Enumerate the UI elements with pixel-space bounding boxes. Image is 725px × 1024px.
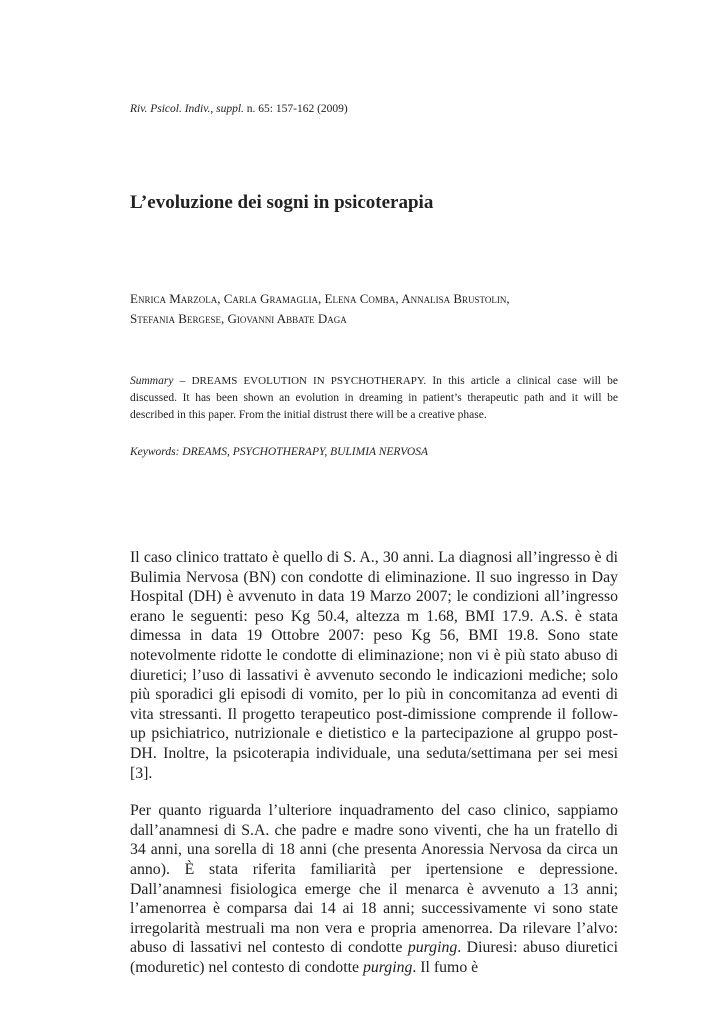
journal-name: Riv. Psicol. Indiv., suppl. [130, 103, 244, 115]
body-paragraph-1: Il caso clinico trattato è quello di S. A., 30 anni. La diagnosi all’ingresso è di Bulimia Nervosa (BN) con condotte di eliminazione. Il suo ingresso in Day Hospital (DH) è avvenuto in data 19 Marzo 2007; le condizioni all’ingresso erano le seguenti: peso Kg 50.4, altezza m 1.68, BMI 17.9. A.S. è stata dimessa in data 19 Ottobre 2007: peso Kg 56, BMI 19.8. Sono state notevolmente ridotte le condotte di eliminazione; non vi è più stato abuso di diuretici; l’uso di lassativi è avvenuto secondo le indicazioni mediche; solo più sporadici gli episodi di vomito, per lo più in concomitanza ad eventi di vita stressanti. Il progetto terapeutico post-dimissione comprende il follow-up psichiatrico, nutrizionale e dietistico e la partecipazione al gruppo post-DH. Inoltre, la psicoterapia individuale, una seduta/settimana per sei mesi [3]. [130, 549, 618, 782]
body-paragraph-2 [130, 801, 618, 977]
keywords: Keywords: DREAMS, PSYCHOTHERAPY, BULIMIA NERVOSA [130, 446, 429, 458]
body-paragraph-2-part-c: . Il fumo è [412, 958, 479, 976]
article-body [130, 548, 618, 995]
summary-label: Summary [130, 375, 174, 387]
summary-text: In this article a clinical case will be discussed. It has been shown an evolution in dreaming in patient’s therapeutic path and it will be described in this paper. From the initial distrust there will be a creative phase. [130, 375, 618, 421]
author-line-2: Stefania Bergese, Giovanni Abbate Daga [130, 311, 347, 326]
summary-dash: – [173, 375, 192, 387]
summary-abstract [130, 373, 618, 424]
author-line-1: Enrica Marzola, Carla Gramaglia, Elena Comba, Annalisa Brustolin, [130, 291, 510, 306]
body-paragraph-2-emphasis-2: purging [362, 958, 413, 976]
body-paragraph-2-part-a: Per quanto riguarda l’ulteriore inquadramento del caso clinico, sappiamo dall’anamnesi di S.A. che padre e madre sono viventi, che ha un fratello di 34 anni, una sorella di 18 anni (che presenta Anoressia Nervosa da circa un anno). È stata riferita familiarità per ipertensione e depressione. Dall’anamnesi fisiologica emerge che il menarca è avvenuto a 13 anni; l’amenorrea è comparsa dai 14 ai 18 anni; successivamente vi sono state irregolarità mestruali ma non vera e propria amenorrea. Da rilevare l’alvo: abuso di lassativi nel contesto di condotte [130, 802, 618, 957]
body-paragraph-2-part-b: . Diuresi: abuso diuretici (moduretic) nel contesto di condotte [130, 939, 618, 976]
journal-issue: n. 65: 157-162 (2009) [243, 103, 348, 115]
author-list [130, 289, 600, 329]
journal-reference [130, 103, 348, 115]
summary-heading: DREAMS EVOLUTION IN PSYCHOTHERAPY. [191, 375, 427, 387]
article-title: L’evoluzione dei sogni in psicoterapia [130, 192, 434, 213]
body-paragraph-2-emphasis-1: purging [407, 939, 458, 957]
